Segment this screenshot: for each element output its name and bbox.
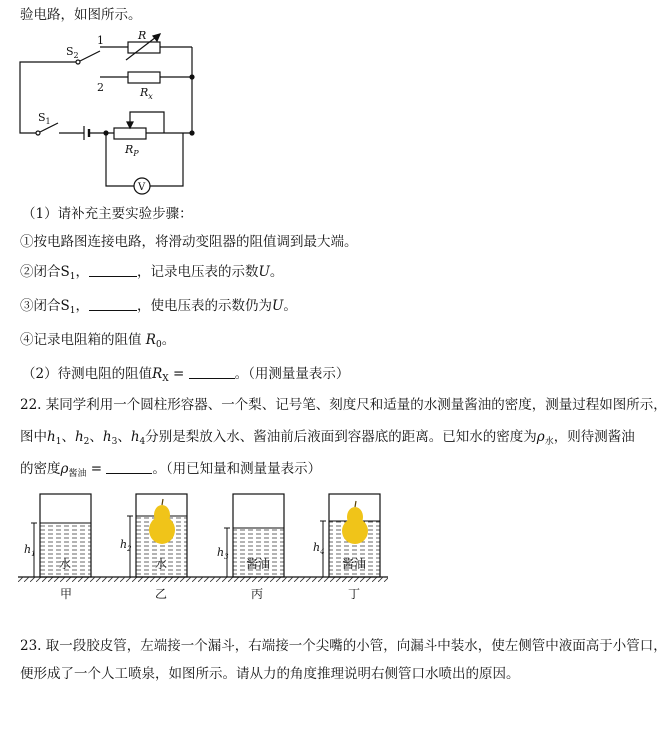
q21-part2: （2）待测电阻的阻值$R_X$ = 。（用测量量表示） [22, 366, 350, 384]
label-contact-2: 2 [97, 81, 104, 94]
voltmeter-wire-right [150, 133, 183, 186]
switch-s2-pivot [76, 60, 80, 64]
switch-s2-blade [80, 51, 100, 61]
label-contact-1: 1 [97, 34, 104, 47]
q23-line2: 便形成了一个人工喷泉，如图所示。请从力的角度推理说明右侧管口水喷出的原因。 [20, 666, 520, 682]
rheostat-rp [114, 128, 146, 139]
q21-step3: ③闭合$S_1$， ，使电压表的示数仍为U。 [20, 298, 297, 316]
liquid-label: 水 [59, 557, 72, 571]
q22-line1: 22. 某同学利用一个圆柱形容器、一个梨、记号笔、刻度尺和适量的水测量酱油的密度，测量过程如图所示， [20, 397, 667, 413]
switch-s1-pivot [36, 131, 40, 135]
ground-hatch [18, 577, 388, 582]
height-label-h2: $h_2$ [120, 538, 132, 553]
resistor-rx [128, 72, 160, 83]
label-s2: $S_2$ [66, 45, 79, 60]
q21-step2: ②闭合$S_1$， ，记录电压表的示数U。 [20, 264, 284, 282]
container-caption: 乙 [155, 587, 168, 601]
q21-part1-heading: （1）请补充主要实验步骤： [22, 206, 193, 222]
container-caption: 甲 [60, 587, 73, 601]
label-r: R [138, 29, 147, 42]
height-label-h1: $h_1$ [24, 543, 36, 558]
q22-line2: 图中$h_1$、$h_2$、$h_3$、$h_4$分别是梨放入水、酱油前后液面到容器底的距离。已知水的密度为$\rho_水$，则待测酱油 [20, 429, 635, 447]
pear-icon [149, 499, 175, 544]
label-rx: $R_x$ [140, 86, 153, 101]
pear-icon [342, 501, 368, 544]
rheostat-slider-arrow [127, 122, 133, 128]
q23-line1: 23. 取一段胶皮管，左端接一个漏斗，右端接一个尖嘴的小管，向漏斗中装水，使左侧管中液面高于小管口， [20, 638, 667, 654]
container-caption: 丁 [348, 587, 361, 601]
junction-dot-bottom [190, 131, 194, 135]
height-label-h3: $h_3$ [217, 546, 229, 561]
resistor-r-arrowhead [153, 34, 160, 41]
container-caption: 丙 [251, 587, 264, 601]
voltmeter-wire-left [106, 133, 134, 186]
label-s1: $S_1$ [38, 111, 51, 126]
q21-step4: ④记录电阻箱的阻值 $R_0$。 [20, 332, 176, 350]
label-rp: $R_P$ [125, 143, 139, 158]
circuit-diagram [20, 34, 194, 194]
circuit-wire-right [164, 47, 192, 133]
resistor-r [128, 42, 160, 53]
rheostat-slider-wire [130, 112, 164, 133]
liquid-label: 水 [155, 557, 168, 571]
liquid-label: 酱油 [246, 557, 271, 571]
q21-step1: ①按电路图连接电路，将滑动变阻器的阻值调到最大端。 [20, 234, 358, 250]
junction-dot-voltmeter [104, 131, 108, 135]
liquid-label: 酱油 [342, 557, 367, 571]
q22-line3: 的密度$\rho_{酱油}$ = 。（用已知量和测量量表示） [20, 461, 322, 479]
height-label-h4: $h_4$ [313, 541, 325, 556]
label-voltmeter: V [138, 182, 146, 193]
intro-line: 验电路，如图所示。 [20, 7, 142, 23]
